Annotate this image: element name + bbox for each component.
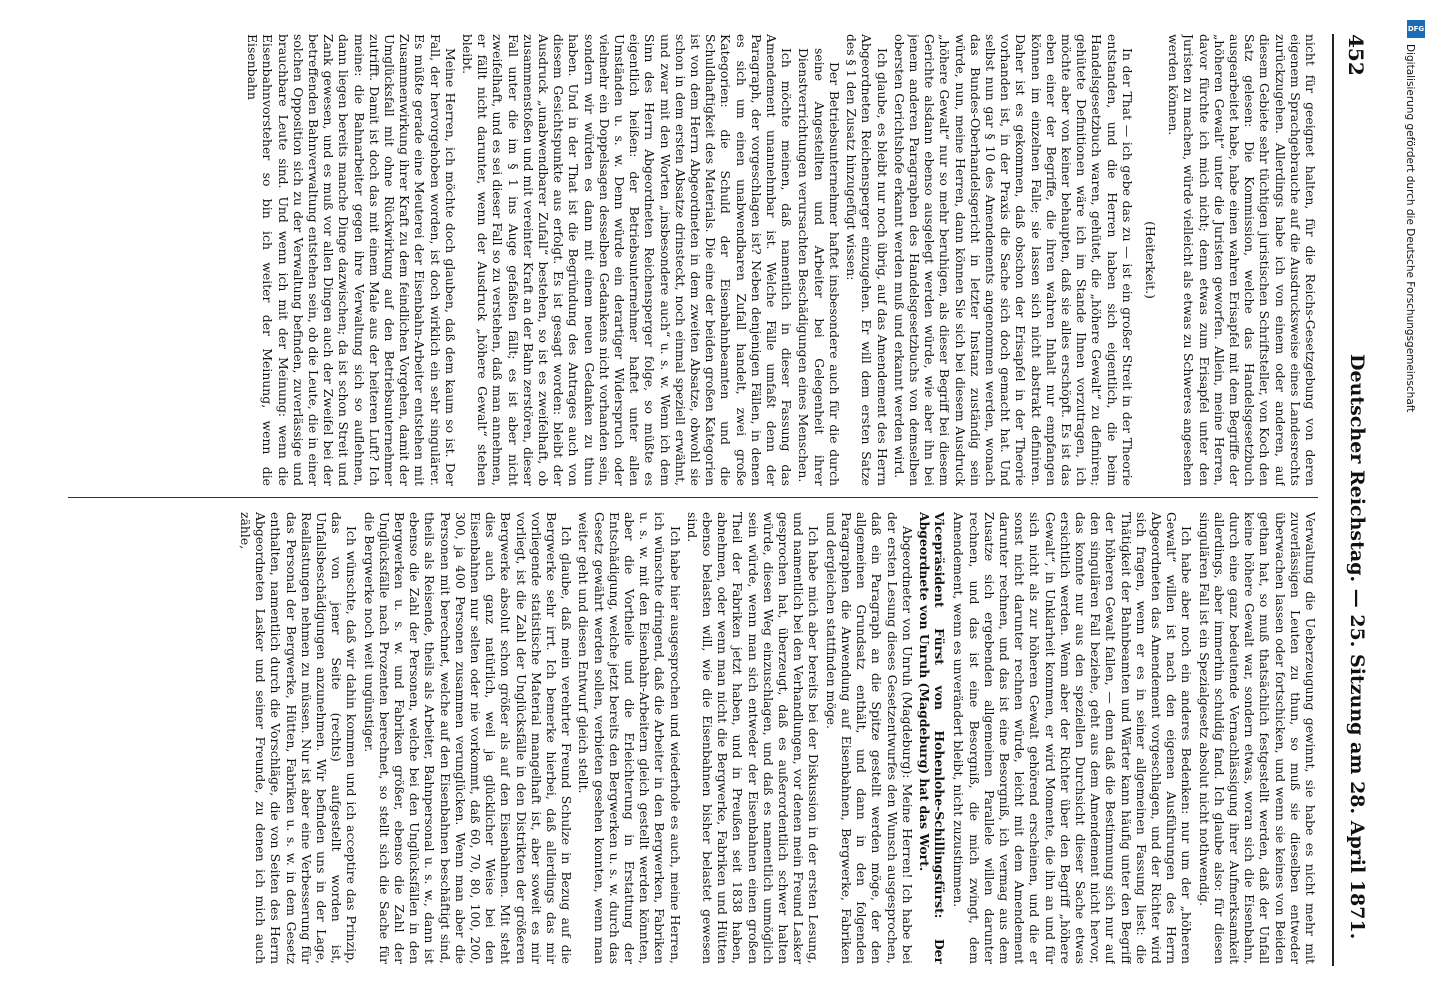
paragraph: Ich habe hier ausgesprochen und wiederhole es auch, meine Herren, ich wünschte dringend, daß die Arbeiter in den Bergwerken, Fabriken u. s. w. mit den Eisenbahn-Arbeitern gleich gestellt werden könnten, aber die Vortheile und die Erleichterung in Erstattung der Entschädigung, welche jetzt bereits den Bergwerken u. s. w. durch das Gesetz gewährt werden sollen, verbieten gesehen konnten, wenn man weiter geht und diesen Entwurf gleich stellt. [576,512,683,964]
paragraph: Ich glaube, es bleibt nur noch übrig, auf das Amendement des Herrn Abgeordneten Reichensperger einzugehen. Er will dem ersten Satze des § 1 den Zusatz hinzugefügt wissen: [844,34,890,486]
column-divider [68,497,1318,498]
paragraph: Ich habe mich aber bereits bei der Diskussion in der ersten Lesung, und namentlich bei den Verhandlungen, vor denen mein Freund Lasker gesprochen hat, überzeugt, daß es außerordentlich schwer halten würde, diesen Weg einzuschlagen, und daß es namentlich unmöglich sein würde, wenn man sich entweder der Eisenbahnen einen großen Theil der Fabriken jetzt haben, und in Preußen seit 1838 haben, abnehmen, oder wenn man nicht die Bergwerke, Fabriken und Hütten ebenso belasten will, wie die Eisenbahnen bisher belastet gewesen sind. [684,512,822,964]
speaker-announcement: Vicepräsident Fürst von Hohenlohe-Schillingsfürst: Der Abgeordnete von Unruh (Magdeburg) hat das Wort. [916,512,948,964]
speech-opening: Abgeordneter von Unruh (Magdeburg): Meine Herren! Ich habe bei der ersten Lesung dieses Gesetzentwurfes den Wunsch ausgesprochen, daß ein Paragraph an die Spitze gestellt werden möge, der den allgemeinen Grundsatz enthält, und dann in den folgenden Paragraphen die Anwendung auf Eisenbahnen, Bergwerke, Fabriken und dergleichen stattfinden möge. [823,512,915,964]
paragraph: Ich wünschte, daß wir dahin kommen und ich acceptire das Prinzip, das von jener Seite (rechts) aufgestellt worden ist, Unfallsbeschädigungen anzunehmen. Wir befinden uns in der Lage, Reallastungen nehmen zu müssen. Nur ist aber eine Verbesserung für das Personal der Bergwerke, Hütten, Fabriken u. s. w. in dem Gesetz enthalten, namentlich durch die Vorschläge, die von Seiten des Herrn Abgeordneten Lasker und seiner Freunde, zu denen ich mich auch zähle, [237,512,360,964]
digitization-credit: Digitalisierung gefördert durch die Deutsche Forschungsgemeinschaft [1404,44,1416,413]
page-number: 452 [1344,34,1368,76]
paragraph: Ich möchte meinen, daß namentlich in dieser Fassung das Amendement unannehmbar ist. Welche Fälle umfaßt denn der Paragraph, der vorgeschlagen ist? Neben denjenigen Fällen, in denen es sich um einen unabwendbaren Zufall handelt, zwei große Kategorien: die Schuld der Eisenbahnbeamten und die Schuldhaftigkeit des Materials. Die eine der beiden großen Kategorien ist von dem Herrn Abgeordneten in dem zweiten Absatze, obwohl sie schon in dem ersten Absatze drinsteckt, noch einmal speziell erwähnt, und zwar mit den Worten „insbesondere auch“ u. s. w. Wenn ich dem Sinn des Herrn Abgeordneten Reichensperger folge, so müßte es eigentlich heißen: der Betriebsunternehmer haftet unter allen Umständen u. s. w. Denn würde ein derartiger Widerspruch oder vielmehr ein Doppelsagen desselben Gedankens nicht vorhanden sein, sondern wir würden es dann mit einem neuen Gedanken zu thun haben. Und in der That ist die Begründung des Antrages auch von diesem Gesichtspunkte aus erfolgt. Es ist gesagt worden: bleibt der Ausdruck „unabwendbarer Zufall“ bestehen, so ist es zweifelhaft, ob zusammenstoßen und mit vereinter Kraft an der Bahn zerstören, dieser Fall unter die im § 1 ins Auge gefaßten fällt; es ist aber nicht zweifelhaft, und es sei dieser Fall so zu verstehen, daß man annehmen, er fällt nicht darunter, wenn der Ausdruck „höhere Gewalt“ stehen bleibt. [460,34,795,486]
scanned-page [36,10,1396,990]
paragraph: nicht für geeignet halten, für die Reichs-Gesetzgebung von deren eigenem Sprachgebrauche auf die Ausdrucksweise eines Landesrechts zurückzugehen. Allerdings habe ich von einem oder anderen, auf diesem Gebiete sehr tüchtigen juristischen Schriftsteller, von Koch den Satz gelesen: Die Kommission, welche das Handelsgesetzbuch ausgearbeitet habe, habe einen wahren Erisapfel mit dem Begriffe der „höheren Gewalt“ unter die Juristen geworfen. Allein, meine Herren, davor fürchte ich mich nicht; denn etwas zum Erisapfel unter den Juristen zu machen, würde vielleicht als etwas zu Schweres angesehen werden können. [1166,34,1318,486]
paragraph: Ich habe aber noch ein anderes Bedenken: nur um der „höheren Gewalt“ willen ist nach den eigenen Ausführungen des Herrn Abgeordneten das Amendement vorgeschlagen, und der Richter wird sich fragen, wenn er es in seiner allgemeinen Fassung liest: die Thätigkeit der Bahnbeamten und Wärter kann häufig unter den Begriff der höheren Gewalt fallen, — denn daß die Bestimmung sich nur auf den singulären Fall beziehe, geht aus dem Amendement nicht hervor, das konnte nur aus den speziellen Durchsicht dieser Sache etwas ersichtlich werden. Wenn aber der Richter über den Begriff „höhere Gewalt“, in Unklarheit kommen, er wird Momente, die ihn an und für sich nicht als zur höheren Gewalt gehörend erscheinen, und die er sonst nicht darunter rechnen würde, leicht mit dem Amendement darunter rechnen, und das ist eine Besorgniß, ich vermag aus dem Zusatze sich ergebenden allgemeinen Parallele willen darunter rechnen, und das ist eine Besorgniß, die mich zwingt, dem Amendement, wenn es unverändert bleibt, nicht zuzustimmen. [951,512,1195,964]
page-header [1332,34,1374,966]
left-column [68,34,1318,486]
paragraph: Meine Herren, ich möchte doch glauben, daß dem kaum so ist. Der Fall, der hervorgehoben worden, ist doch wirklich ein sehr singulärer. Es müßte gerade eine Meuterei der Eisenbahn-Arbeiter entstehen mit Zusammenwirkung ihrer Kraft zu dem feindlichen Vorgehen, damit der Umglücksfall mit ohne Rückwirkung auf den Betriebsunternehmer zutrifft. Damit ist doch das mit einem Male aus der heiteren Luft? Ich meine: die Bahnarbeiter gegen ihre Verwaltung sich so auflehnen, dann liegen bereits manche Dinge dazwischen; da ist schon Streit und Zank gewesen, und es muß vor allen Dingen auch der Zweifel bei der betreffenden Bahnverwaltung entstehen sein, ob die Leute, die in einer solchen Opposition sich zu der Verwaltung befinden, zuverlässige und brauchbare Leute sind. Und wenn ich mit der Meinung: wenn die Eisenbahnvorsteher so bin ich weiter der Meinung, wenn die Eisenbahn [245,34,458,486]
paragraph: Verwaltung die Ueberzeugung gewinnt, sie habe es nicht mehr mit zuverlässigen Leuten zu thun, so muß sie dieselben entweder überwachen lassen oder fortschicken, und wenn sie keines von Beiden gethan hat, so muß thatsächlich festgestellt werden, daß der Unfall keine höhere Gewalt war, sondern etwas, woran sich die Eisenbahn, durch eine ganz bedeutende Vernachlässigung ihrer Aufmerksamkeit allerdings, aber immerhin schuldig fand. Ich glaube also: für diesen singulären Fall ist ein Spezialgesetz absolut nicht nothwendig. [1196,512,1318,964]
dfg-logo: DFG [1407,20,1425,38]
dfg-credit-strip [1406,20,1426,984]
paragraph: Ich glaube, daß mein verehrter Freund Schulze in Bezug auf die Bergwerke sehr irrt. Ich bemerke hierbei, daß allerdings das mir vorliegende statistische Material mangelhaft ist, aber soweit es mir vorliegt, ist die Zahl der Unglücksfälle in den Distrikten der größeren Bergwerke absolut schon größer als auf den Eisenbahnen. Mit steht dies auch ganz natürlich, weil ja glücklicher Weise bei den Eisenbahnen nur selten oder nie vorkommt, daß 60, 70, 80, 100, 200, 300, ja 400 Personen zusammen verunglücken. Wenn man aber die Personen mit berechnet, welche auf den Eisenbahnen beschäftigt sind, theils als Reisende, theils als Arbeiter, Bahnpersonal u. s. w., dann ist ebenso die Zahl der Personen, welche bei den Unglücksfällen in den Bergwerken u. s. w. und Fabriken größer, ebenso die Zahl der Unglücksfälle nach Prozenten berechnet, so stellt sich die Sache für die Bergwerke noch weit ungünstiger. [361,512,575,964]
quoted-amendment: Der Betriebsunternehmer haftet insbesondere auch für die durch seine Angestellten und Arbeiter bei Gelegenheit ihrer Dienstverrichtungen verursachten Beschädigungen eines Menschen. [796,48,842,486]
running-title: Deutscher Reichstag. — 25. Sitzung am 28. April 1871. [1346,354,1368,940]
laughter-note: (Heiterkeit.) [1142,221,1158,299]
right-column [68,512,1318,964]
paragraph: In der That — ich gebe das zu — ist ein großer Streit in der Theorie entstanden, und die Herren haben sich eigentlich, die beim Handelsgesetzbuch waren, gehütet, die „höhere Gewalt“ zu definiren; gehütete Definitionen wäre ich im Stande Ihnen vorzutragen, ich möchte aber von keiner behaupten, daß sie alles erschöpft. Es ist das eben einer der Begriffe, die ihren wahren Inhalt nur empfangen können im einzelnen Falle; sie lassen sich nicht abstrakt definiren. Daher ist es gekommen, daß obschon der Erisapfel in der Theorie vorhanden ist, in der Praxis die Sache sich doch gemacht hat. Und selbst nun gar § 10 des Amendements angenommen werden, wonach das Bundes-Oberhandelsgericht in letzter Instanz zuständig sein würde, nun, meine Herren, dann können Sie sich bei diesem Ausdruck „höhere Gewalt“ nur so mehr beruhigen, als dieser Begriff bei diesem Gerichte alsdann ebenso ausgelegt werden würde, wie aber ihn bei jenem anderen Paragraphen des Handelsgesetzbuchs von demselben obersten Gerichtshofe erkannt werden muß und erkannt werden wird. [891,34,1135,486]
